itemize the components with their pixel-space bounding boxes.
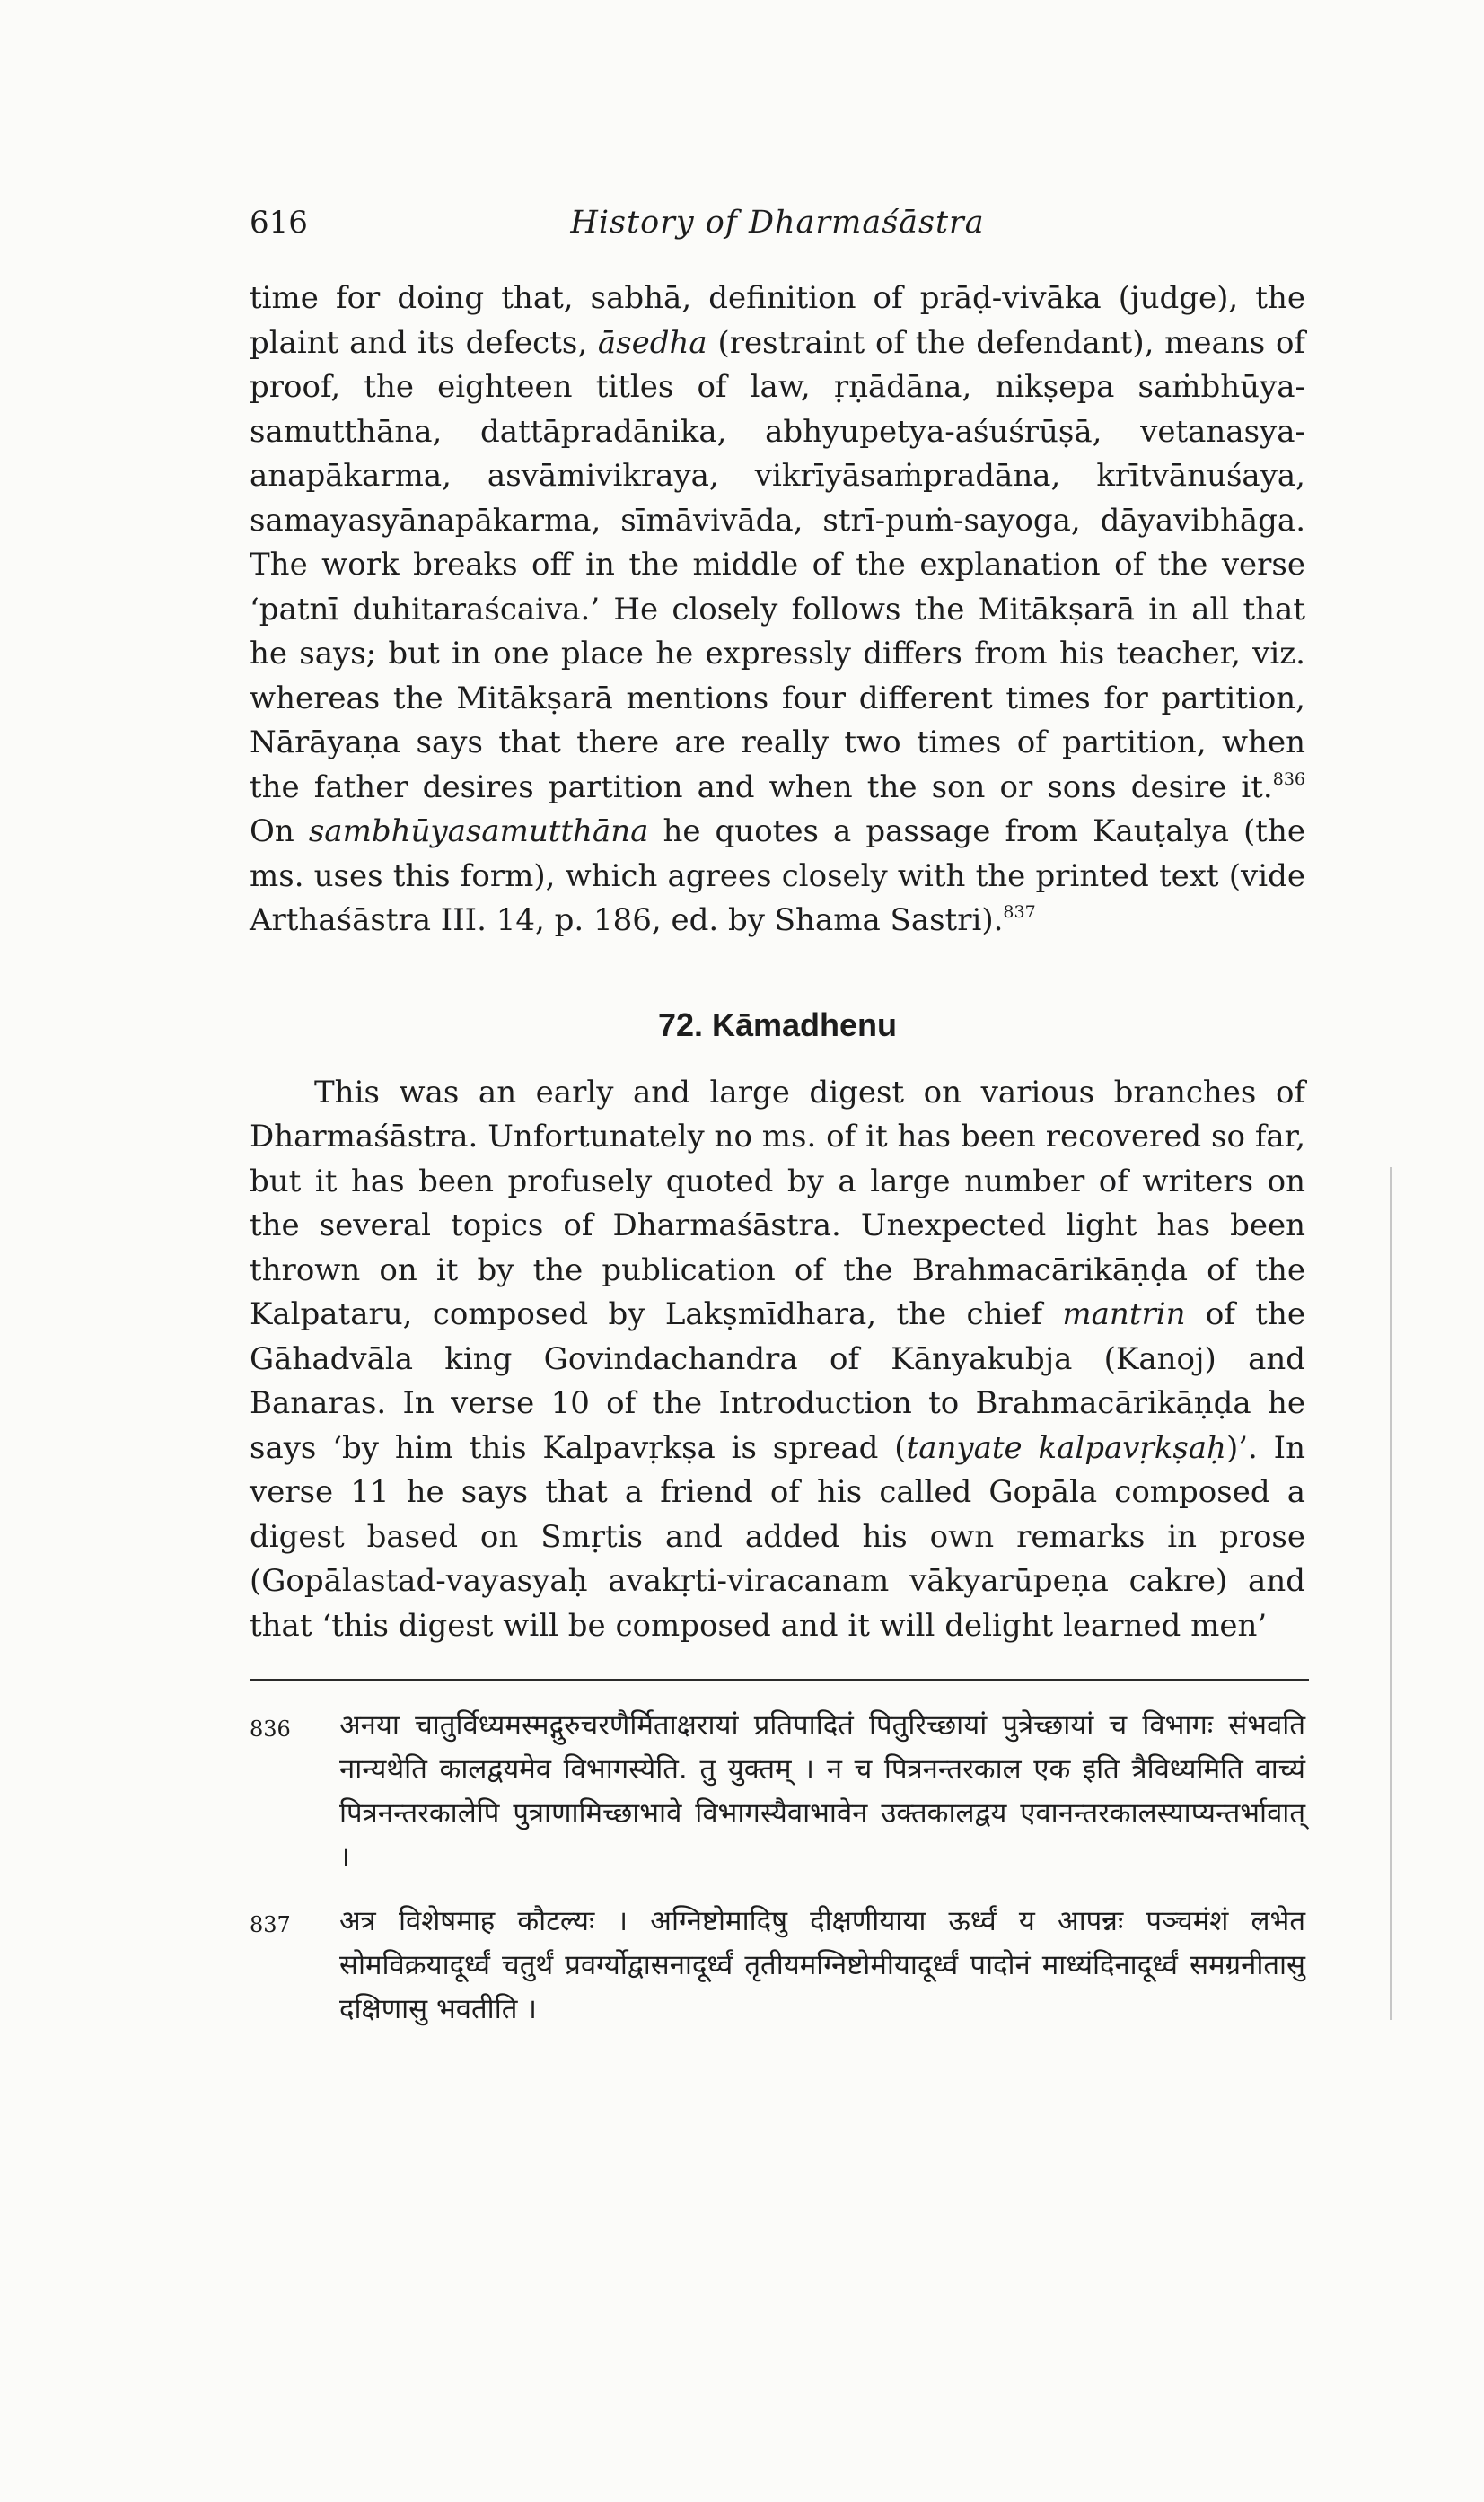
- intro-text-4: he quotes a passage from Kauṭalya (the ms. uses this form), which agrees closely with the printed text (vide Arthaśāstra III. 14, p. 186, ed. by Shama Sastri).: [250, 813, 1305, 938]
- margin-scan-line: [1390, 1167, 1392, 2020]
- body-text-2: of the Gāhadvāla king Govindachandra of Kānyakubja (Kanoj) and Banaras. In verse 10 of the Introduction to Brahmacārikāṇḍa he says ‘by him this Kalpavṛkṣa is spread (: [250, 1296, 1305, 1466]
- term-sambhuyasamutthana: sambhūyasamutthāna: [308, 813, 649, 849]
- intro-paragraph: [250, 277, 1305, 944]
- footnote-text: अत्र विशेषमाह कौटल्यः । अग्निष्टोमादिषु दीक्षणीयाया ऊर्ध्वं य आपन्नः पञ्चमंशं लभेत सोमविक्रयादूर्ध्वं चतुर्थं प्रवर्ग्योद्वासनादूर्ध्वं तृतीयमग्निष्टोमीयादूर्ध्वं पादोनं माध्यंदिनादूर्ध्वं समग्रनीतासु दक्षिणासु भवतीति ।: [339, 1905, 1305, 2025]
- term-mantrin: mantrin: [1062, 1296, 1186, 1332]
- footnote-836: [250, 1704, 1305, 1880]
- section-heading: 72. Kāmadhenu: [657, 1005, 898, 1043]
- footnote-number: 837: [250, 1912, 291, 1937]
- page-number: 616: [250, 205, 308, 241]
- book-page: [250, 205, 1305, 2051]
- footnote-ref-836[interactable]: 836: [1272, 768, 1305, 789]
- body-text-1: This was an early and large digest on various branches of Dharmaśāstra. Unfortunately no ms. of it has been recovered so far, but it has been profusely quoted by a large number of writers on the several topics of Dharmaśāstra. Unexpected light has been thrown on it by the publication of the Brahmacārikāṇḍa of the Kalpataru, composed by Lakṣmīdhara, the chief: [250, 1074, 1305, 1332]
- body-paragraph: [250, 1071, 1305, 1649]
- term-asedha: āsedha: [597, 324, 707, 361]
- footnote-837: [250, 1900, 1305, 2032]
- footnote-divider: [250, 1679, 1309, 1681]
- footnote-ref-837[interactable]: 837: [1003, 902, 1036, 922]
- footnote-text: अनया चातुर्विध्यमस्मद्गुरुचरणैर्मिताक्षरायां प्रतिपादितं पितुरिच्छायां पुत्रेच्छायां च विभागः संभवति नान्यथेति कालद्वयमेव विभागस्येति. तु युक्तम् । न च पित्रनन्तरकाल एक इति त्रैविध्यमिति वाच्यं पित्रनन्तरकालेपि पुत्राणामिच्छाभावे विभागस्यैवाभावेन उक्तकालद्वय एवानन्तरकालस्याप्यन्तर्भावात् ।: [339, 1709, 1305, 1874]
- term-tanyate-kalpavrksah: tanyate kalpavṛkṣaḥ: [906, 1429, 1226, 1466]
- footnote-number: 836: [250, 1716, 291, 1742]
- intro-text-2: (restraint of the defendant), means of proof, the eighteen titles of law, ṛṇādāna, nikṣepa saṁbhūya-samutthāna, dattāpradānika, abhyupetya-aśuśrūṣā, vetanasya-anapākarma, asvāmivikraya, vikrīyāsaṁpradāna, krītvānuśaya, samayasyānapākarma, sīmāvivāda, strī-puṁ-sayoga, dāyavibhāga. The work breaks off in the middle of the explanation of the verse ‘patnī duhitaraścaiva.’ He closely follows the Mitākṣarā in all that he says; but in one place he expressly differs from his teacher, viz. whereas the Mitākṣarā mentions four different times for partition, Nārāyaṇa says that there are really two times of partition, when the father desires partition and when the son or sons desire it.: [250, 324, 1305, 805]
- intro-text-3: On: [250, 813, 309, 849]
- body-text-3: )’. In verse 11 he says that a friend of his called Gopāla composed a digest based on Smṛtis and added his own remarks in prose (Gopālastad-vayasyaḥ avakṛti-viracanam vākyarūpeṇa cakre) and that ‘this digest will be composed and it will delight learned men’: [250, 1429, 1305, 1644]
- running-title: History of Dharmaśāstra: [570, 205, 985, 241]
- running-header: [250, 205, 1305, 260]
- intro-text-1: time for doing that, sabhā, definition of prāḍ-vivāka (judge), the plaint and its defects,: [250, 280, 1305, 361]
